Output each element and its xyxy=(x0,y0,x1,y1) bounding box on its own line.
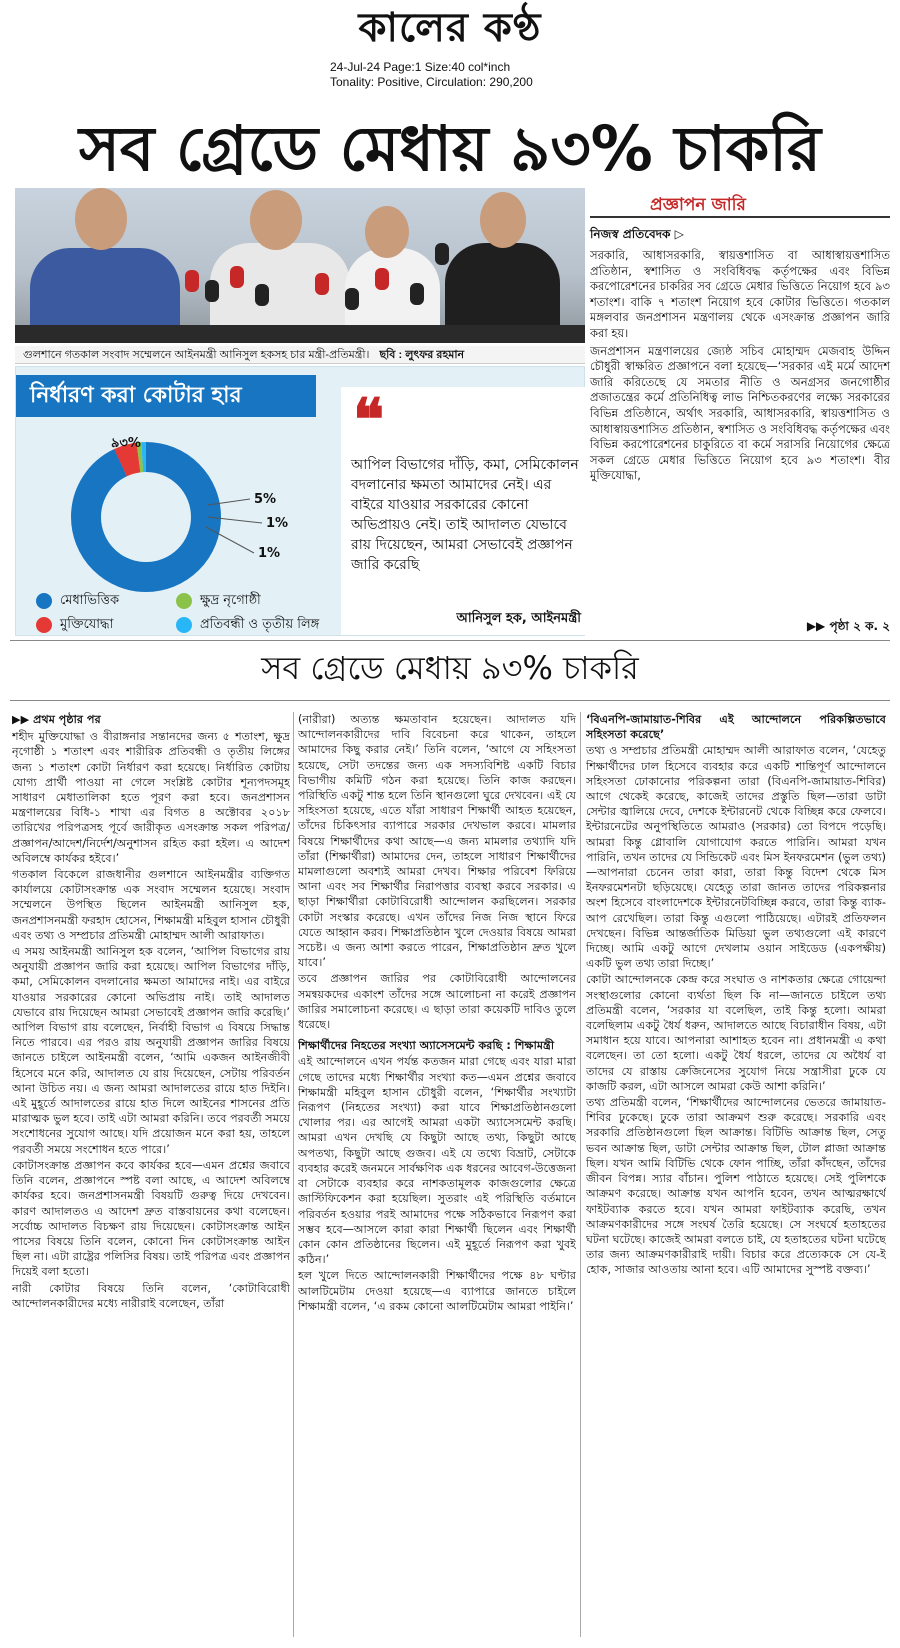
press-table xyxy=(15,325,585,343)
photo-head-3 xyxy=(365,206,409,258)
article-paragraph: কোটা আন্দোলনকে কেন্দ্র করে সংঘাত ও নাশকতার ক্ষেত্রে গোয়েন্দা সংস্থাগুলোর কোনো ব্যর্থতা ছিল কি না—জানতে চাইলে তথ্য প্রতিমন্ত্রী বলেন, ‘সরকার যা বলেছিল, তাই কিন্তু হলো। আমরা বলেছিলাম একটু ধৈর্য ধরুন, আদালতে আছে বিচারাধীন বিষয়, এটা সমাধান হয়ে যাবে। আপনারা আশাহত হবেন না। প্রধানমন্ত্রী এ কথা বলেছেন। তা তো হলো। একটু ধৈর্য ধরলে, তাদের যে অধৈর্য বা তাদের যে রাস্তায় ক্রেজিনেসের সুযোগ নিয়ে সন্ত্রাসীরা ঢুকে যে কাজটি করল, এটা আসলে আমরা কেউ আশা করিনি।’ xyxy=(586,973,886,1093)
donut-label-1: 5% xyxy=(254,492,277,507)
minister-quote xyxy=(341,387,586,635)
article-paragraph: এই আন্দোলনে এখন পর্যন্ত কতজন মারা গেছে এবং যারা মারা গেছে তাদের মধ্যে শিক্ষার্থীর সংখ্যা কত—এমন প্রশ্নের জবাবে শিক্ষামন্ত্রী মহিবুল হাসান চৌধুরী বলেন, ‘শিক্ষার্থীর সংখ্যাটা নিরূপণ (নিহতের সংখ্যা) করা যাবে শিক্ষাপ্রতিষ্ঠানগুলো খোলার পর। এর আগেই আমরা একটা অ্যাসেসমেন্ট করছি। আমরা এখন দেখছি যে কিছুটা আছে তথ্য, কিছুটা আছে অপতথ্য, কিছুটা আছে গুজব। এই যে তথ্যে বিভ্রাট, সেটাকে ব্যবহার করেই জনমনে সার্বক্ষণিক এক ধরনের আবেগ-উত্তেজনা বা সেটাকে ব্যবহার করে নাশকতামূলক কাজগুলোর ক্ষেত্রে জাস্টিফিকেশন করা হয়েছিল। সুতরাং এই পরিস্থিতি বর্তমানে পরিবর্তন হওয়ার পরই আমাদের পক্ষে সঠিকভাবে নিরূপণ করা সম্ভব হবে—আসলে কারা কারা শিক্ষার্থী ছিলেন এবং শিক্ষার্থী কোন কোন প্রতিষ্ঠানের ছিলেন। এই মুহূর্তে নিরূপণ করা খুবই কঠিন।’ xyxy=(298,1055,576,1267)
column-rule xyxy=(580,712,581,1637)
donut-slice-0 xyxy=(86,457,206,577)
microphone xyxy=(315,273,329,295)
story-body xyxy=(590,248,890,486)
article-paragraph: (নারীরা) অত্যন্ত ক্ষমতাবান হয়েছেন। আদালত যদি আন্দোলনকারীদের দাবি বিবেচনা করে থাকেন, তাহলে আমাদের কিছু করার নেই।’ তিনি বলেন, ‘আগে যে সহিংসতা হয়েছে, সেটা তদন্তের জন্য এক সদস্যবিশিষ্ট একটি বিচার বিভাগীয় কমিটি গঠন করা হয়েছে। তিনি কাজ করছেন। পরিস্থিতি একটু শান্ত হলে তিনি স্থানগুলো ঘুরে দেখবেন। এই যে সহিংসতা হয়েছে, এতে যাঁরা সাধারণ শিক্ষার্থী আহত হয়েছেন, তাঁদের চিকিৎসার ব্যাপারে সরকার দেখভাল করবে। মামলার বিষয়ে শিক্ষার্থীদের কথা আছে—এ জন্য মামলার তথ্যাদি যদি তাঁরা (শিক্ষার্থীরা) আমাদের দেন, তাহলে সাধারণ শিক্ষার্থীদের মামলাগুলো অবশ্যই আমরা দেখব। শিক্ষার পরিবেশ ফিরিয়ে আনা এবং সব শিক্ষার্থীর নিরাপত্তার ব্যবস্থা করবে সরকার। এ ছাড়া শিক্ষার্থীরা কোটাবিরোধী আন্দোলন করছিলেন। সরকার কোটা সংস্কার করেছে। এখন তাঁদের নিজ নিজ স্থানে ফিরে যেতে আহ্বান করব। শিক্ষাপ্রতিষ্ঠান খুলে দেওয়ার বিষয়ে আমরা সচেষ্ট। এ জন্য আশা করতে পারেন, শিক্ষাপ্রতিষ্ঠান দ্রুত খুলে যাবে।’ xyxy=(298,713,576,970)
newspaper-logo: কালের কণ্ঠ xyxy=(358,5,542,51)
legend-swatch xyxy=(176,617,192,633)
section-divider xyxy=(10,640,890,641)
article-subheading: ‘বিএনপি-জামায়াত-শিবির এই আন্দোলনে পরিকল্পিতভাবে সহিংসতা করেছে’ xyxy=(586,713,886,742)
photo-head-2 xyxy=(250,190,302,250)
quota-infobox xyxy=(15,366,585,636)
microphone xyxy=(205,280,219,302)
photo-caption xyxy=(15,346,585,364)
article-paragraph: তথ্য প্রতিমন্ত্রী বলেন, ‘শিক্ষার্থীদের আন্দোলনের ভেতরে জামায়াত-শিবির ঢুকেছে। ঢুকে তারা আক্রমণ শুরু করেছে। সরকারি এবং সরকারি প্রতিষ্ঠানগুলো ছিল আক্রান্ত। বিটিভি আক্রান্ত ছিল, সেতু ভবন আক্রান্ত ছিল, ডাটা সেন্টার আক্রান্ত ছিল, টোল প্লাজা আক্রান্ত ছিল। যখন আমি বিটিভি থেকে ফোন পাচ্ছি, তাঁরা কাঁদছেন, তাঁদের জীবন বিপন্ন। স্যার বাঁচান। পুলিশ পাঠাতে হয়েছে। সেই পুলিশকে আক্রমণ করেছে। আক্রান্ত যখন আপনি হবেন, তখন আত্মরক্ষার্থে ফাইটব্যাক করতে হবে। যখন আমরা ফাইটব্যাক করেছি, তখন আক্রমণকারীদের সঙ্গে সংঘর্ষ তৈরি হয়েছে। সে সংঘর্ষে হতাহতের ঘটনা ঘটেছে। কাজেই আমরা বলতে চাই, যে হতাহতের ঘটনা ঘটেছে তার জন্য আক্রমণকারীরাই দায়ী। বিচার করে প্রত্যেককে সে যে-ই হোক, সাজার আওতায় আনা হবে। এটি আমাদের সুস্পষ্ট বক্তব্য।’ xyxy=(586,1096,886,1277)
article-subheading: শিক্ষার্থীদের নিহতের সংখ্যা অ্যাসেসমেন্ট করছি : শিক্ষামন্ত্রী xyxy=(298,1039,555,1053)
article-column-2 xyxy=(298,712,576,1642)
story-kicker: প্রজ্ঞাপন জারি xyxy=(650,195,746,215)
donut-label-2: 1% xyxy=(266,516,289,531)
story-paragraph: সরকারি, আধাসরকারি, স্বায়ত্তশাসিত বা আধাস্বায়ত্তশাসিত প্রতিষ্ঠান, স্বশাসিত ও সংবিধিবদ্ধ কর্তৃপক্ষের এবং বিভিন্ন করপোরেশনের চাকরির সব গ্রেডে মেধার ভিত্তিতে নিয়োগ হবে ৯৩ শতাংশ। বাকি ৭ শতাংশ নিয়োগ হবে কোটার ভিত্তিতে। গতকাল মঙ্গলবার জনপ্রশাসন মন্ত্রণালয় থেকে এসংক্রান্ত প্রজ্ঞাপন জারি করা হয়। xyxy=(590,248,890,340)
legend-merit xyxy=(36,592,119,610)
article-paragraph: নারী কোটার বিষয়ে তিনি বলেন, ‘কোটাবিরোধী আন্দোলনকারীদের মধ্যে নারীরাই বলেছেন, তাঁরা xyxy=(12,1281,290,1310)
microphone xyxy=(230,266,244,288)
legend-disabled-third-gender xyxy=(176,616,319,634)
kicker-rule xyxy=(590,216,890,218)
article-paragraph: কোটাসংক্রান্ত প্রজ্ঞাপন কবে কার্যকর হবে—এমন প্রশ্নের জবাবে তিনি বলেন, প্রজ্ঞাপনে স্পষ্ট বলা আছে, এ আদেশ অবিলম্বে কার্যকর হবে। জনপ্রশাসনমন্ত্রী বিষয়টি গুরুত্ব দিয়ে দেখবেন। কারণ আদালতও এ আদেশ দ্রুত বাস্তবায়নের কথা বলেছেন। সর্বোচ্চ আদালত বিচক্ষণ রায় দিয়েছেন। কোটাসংক্রান্ত আইন পাসের বিষয়ে তিনি বলেন, কোনো দিন কোটাসংক্রান্ত আইন ছিল না। এটা রাষ্ট্রের পলিসির বিষয়। তাই পরিপত্র এবং প্রজ্ঞাপন দিয়েই বলা হতো। xyxy=(12,1158,290,1279)
clipping-meta xyxy=(330,60,590,90)
article-paragraph: তবে প্রজ্ঞাপন জারির পর কোটাবিরোধী আন্দোলনের সমন্বয়কদের একাংশ তাঁদের সঙ্গে আলোচনা না করেই প্রজ্ঞাপন জারির সমালোচনা করেছে। এ ছাড়া তারা কয়েকটি দাবিও তুলে ধরেছে। xyxy=(298,972,576,1032)
caption-text: গুলশানে গতকাল সংবাদ সম্মেলনে আইনমন্ত্রী আনিসুল হকসহ চার মন্ত্রী-প্রতিমন্ত্রী। xyxy=(23,349,370,361)
article-paragraph: হল খুলে দিতে আন্দোলনকারী শিক্ষার্থীদের পক্ষে ৪৮ ঘণ্টার আলটিমেটাম দেওয়া হয়েছে—এ ব্যাপারে জানতে চাইলে শিক্ষামন্ত্রী বলেন, ‘এ রকম কোনো আলটিমেটাম আমরা পাইনি।’ xyxy=(298,1269,576,1313)
microphone xyxy=(255,284,269,306)
article-column-3 xyxy=(586,712,886,1642)
legend-label: মুক্তিযোদ্ধা xyxy=(60,617,114,632)
story-paragraph: জনপ্রশাসন মন্ত্রণালয়ের জ্যেষ্ঠ সচিব মোহাম্মদ মেজবাহ উদ্দিন চৌধুরী স্বাক্ষরিত প্রজ্ঞাপনে বলা হয়েছে—‘সরকার এই মর্মে আদেশ জারি করিতেছে যে সমতার নীতি ও অনগ্রসর জনগোষ্ঠীর প্রজাতন্ত্রের কর্মে প্রতিনিধিত্ব লাভ নিশ্চিতকরণের লক্ষ্যে সরকারের বিভিন্ন প্রতিষ্ঠানে, অর্থাৎ সরকারি, আধাসরকারি, স্বায়ত্তশাসিত ও আধাস্বায়ত্তশাসিত প্রতিষ্ঠান, স্বশাসিত ও সংবিধিবদ্ধ কর্তৃপক্ষের এবং বিভিন্ন করপোরেশনের চাকুরিতে বা কর্মে সরাসরি নিয়োগের ক্ষেত্রে সকল গ্রেডে মেধার ভিত্তিতে নিয়োগ হবে ৯৩ শতাংশ। বীর মুক্তিযোদ্ধা, xyxy=(590,343,890,483)
legend-freedom-fighter xyxy=(36,616,113,634)
article-paragraph: গতকাল বিকেলে রাজধানীর গুলশানে আইনমন্ত্রীর ব্যক্তিগত কার্যালয়ে কোটাসংক্রান্ত এক সংবাদ সম্মেলন হয়েছে। সংবাদ সম্মেলনে উপস্থিত ছিলেন আইনমন্ত্রী আনিসুল হক, জনপ্রশাসনমন্ত্রী ফরহাদ হোসেন, শিক্ষামন্ত্রী মহিবুল হাসান চৌধুরী এবং তথ্য ও সম্প্রচার প্রতিমন্ত্রী মোহাম্মদ আলী আরাফাত। xyxy=(12,868,290,942)
legend-ethnic xyxy=(176,592,261,610)
microphone xyxy=(345,288,359,310)
photo-head-1 xyxy=(75,188,127,250)
quote-attribution: আনিসুল হক, আইনমন্ত্রী xyxy=(456,611,581,626)
section-divider xyxy=(10,700,890,701)
chart-legend xyxy=(36,592,326,637)
press-conference-photo xyxy=(15,188,585,343)
article-column-1 xyxy=(12,712,290,1642)
quote-mark-icon: ❝ xyxy=(353,386,385,454)
meta-line-tonality: Tonality: Positive, Circulation: 290,200 xyxy=(330,75,533,89)
donut-label-3: 1% xyxy=(258,546,281,561)
legend-swatch xyxy=(36,617,52,633)
continuation-headline: সব গ্রেডে মেধায় ৯৩% চাকরি xyxy=(261,649,639,687)
donut-label-0: ৯৩% xyxy=(111,436,141,451)
main-headline: সব গ্রেডে মেধায় ৯৩% চাকরি xyxy=(78,112,822,185)
masthead xyxy=(0,0,900,100)
column-rule xyxy=(293,712,294,1637)
legend-swatch xyxy=(36,593,52,609)
microphone xyxy=(410,283,424,305)
photo-head-4 xyxy=(480,192,526,248)
article-paragraph: এ সময় আইনমন্ত্রী আনিসুল হক বলেন, ‘আপিল বিভাগের রায় অনুযায়ী প্রজ্ঞাপন জারি করা হয়েছে। আপিল বিভাগের দাঁড়ি, কমা, সেমিকোলন বদলানোর ক্ষমতা আমাদের নাই। এর বাইরে যাওয়ার সরকারের কোনো অভিপ্রায় নাই। তাই আদালত যেভাবে রায় দিয়েছেন আমরা সেভাবেই প্রজ্ঞাপন জারি করেছি।’ আপিল বিভাগ রায় বলেছেন, নির্বাহী বিভাগ এ বিষয়ে সিদ্ধান্ত নিতে পারবে। এর পরও রায় অনুযায়ী প্রজ্ঞাপন জারির বিষয়ে জানতে চাইলে আইনমন্ত্রী বলেন, ‘আমি একজন আইনজীবী হিসেবে মনে করি, আদালত যে রায় দিয়েছেন, সেটায় পরিবর্তন আনা উচিত নয়। এ জন্য আমরা আদালতের রায়ে হাত দিইনি। এই মুহূর্তে আদালতের রায়ে হাত দিলে আইনের শাসনের প্রতি মারাত্মক ভুল হবে। তাই এটা আমরা করিনি। তবে পরবর্তী সময়ে সংশোধনের সুযোগ আছে। যদি প্রয়োজন মনে করা হয়, তাহলে পরবর্তী সময়ে সংশোধন হতে পারে।’ xyxy=(12,945,290,1156)
legend-label: মেধাভিত্তিক xyxy=(60,593,120,608)
story-byline: নিজস্ব প্রতিবেদক ▷ xyxy=(590,227,684,241)
legend-label: ক্ষুদ্র নৃগোষ্ঠী xyxy=(200,593,261,608)
quote-text: আপিল বিভাগের দাঁড়ি, কমা, সেমিকোলন বদলানোর ক্ষমতা আমাদের নেই। এর বাইরে যাওয়ার সরকারের কোনো অভিপ্রায়ও নেই। তাই আদালত যেভাবে রায় দিয়েছেন, আমরা সেভাবেই প্রজ্ঞাপন জারি করেছি xyxy=(351,457,579,573)
photo-credit: ছবি : লুৎফর রহমান xyxy=(379,349,465,361)
microphone xyxy=(375,268,389,290)
lead-story xyxy=(590,188,890,638)
legend-swatch xyxy=(176,593,192,609)
legend-label: প্রতিবন্ধী ও তৃতীয় লিঙ্গ xyxy=(200,617,320,632)
quota-donut-chart xyxy=(66,427,306,607)
article-paragraph: শহীদ মুক্তিযোদ্ধা ও বীরাঙ্গনার সন্তানদের জন্য ৫ শতাংশ, ক্ষুদ্র নৃগোষ্ঠী ১ শতাংশ এবং শারীরিক প্রতিবন্ধী ও তৃতীয় লিঙ্গের জন্য ১ শতাংশ কোটা নির্ধারণ করা হয়েছে। নির্ধারিত কোটায় যোগ্য প্রার্থী পাওয়া না গেলে সংশ্লিষ্ট কোটার শূন্যপদসমূহ সাধারণ মেধাতালিকা হতে পূরণ করা হবে। জনপ্রশাসন মন্ত্রণালয়ের বিধি-১ শাখা এর বিগত ৪ অক্টোবর ২০১৮ তারিখের পরিপত্রসহ পূর্বে জারীকৃত এসংক্রান্ত সকল পরিপত্র/প্রজ্ঞাপন/আদেশ/নির্দেশ/অনুশাসন রহিত করা হইল। এ আদেশ অবিলম্বে কার্যকর হইবে।’ xyxy=(12,730,290,865)
infobox-title: নির্ধারণ করা কোটার হার xyxy=(16,375,316,417)
microphone xyxy=(185,270,199,292)
jump-from-label: ▶▶ প্রথম পৃষ্ঠার পর xyxy=(12,713,101,726)
meta-line-date: 24-Jul-24 Page:1 Size:40 col*inch xyxy=(330,60,511,74)
article-paragraph: তথ্য ও সম্প্রচার প্রতিমন্ত্রী মোহাম্মদ আলী আরাফাত বলেন, ‘যেহেতু শিক্ষার্থীদের ঢাল হিসেবে ব্যবহার করে একটি শান্তিপূর্ণ আন্দোলনে সহিংসতা ঢোকানোর পরিকল্পনা তারা (বিএনপি-জামায়াত-শিবির) আগে থেকেই করেছে, কাজেই তাদের প্রস্তুতি ছিল—তারা ডাটা সেন্টার জ্বালিয়ে দেবে, দেশকে ইন্টারনেট থেকে বিচ্ছিন্ন করে ফেলবে। ইন্টারনেটের অনুপস্থিতিতে আমরাও (সরকার) তো বিপদে পড়েছি। আমরা কিন্তু গ্লোবালি যোগাযোগ করতে পারিনি। আমরা যখন পারিনি, তখন তাদের যে সিন্ডিকেট এবং মিস ইনফরমেশন (ভুল তথ্য)—আপনারা চেনেন তারা কারা, তারা কিন্তু বিদেশ থেকে মিস ইনফরমেশনটা ছড়িয়েছে। যেহেতু তারা জানত তাদের পরিকল্পনার অংশ হিসেবে বাংলাদেশকে ইন্টারনেটবিচ্ছিন্ন করবে, তারা কিন্তু ব্যাক-আপ রেখেছিল। তারা কিন্তু এগুলো পাঠিয়েছে। এটারই প্রতিফলন দেখছেন। বিভিন্ন আন্তর্জাতিক মিডিয়া ভুল তথ্যগুলো এই কারণে দিচ্ছে। আমি একটু আগে দেখলাম ওয়ান সাইডেড (একপক্ষীয়) একটি ভুল তথ্য তারা দিচ্ছে।’ xyxy=(586,744,886,971)
jump-to-page-link[interactable]: ▶▶ পৃষ্ঠা ২ ক. ২ xyxy=(806,619,890,633)
microphone xyxy=(435,243,449,265)
